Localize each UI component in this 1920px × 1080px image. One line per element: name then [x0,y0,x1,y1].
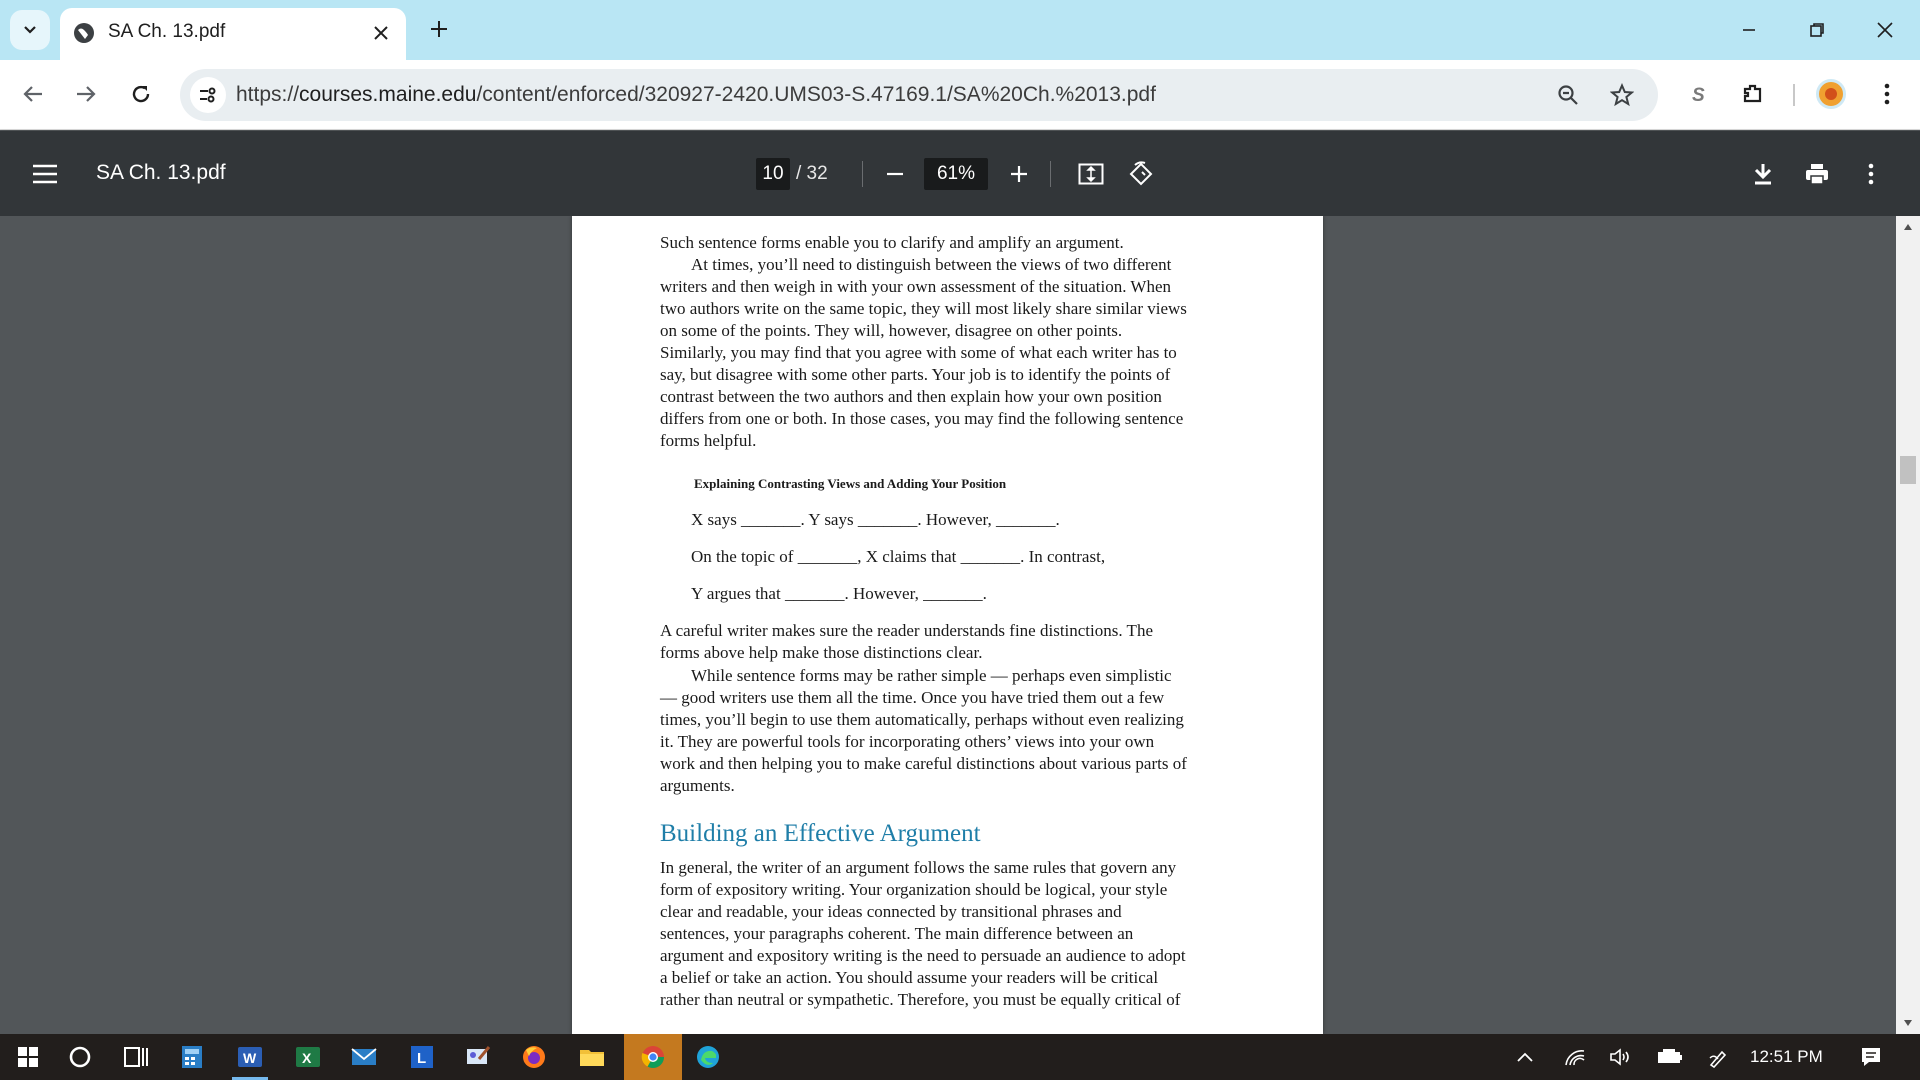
cortana-icon [68,1045,92,1069]
minimize-icon [1741,22,1757,38]
word-icon [237,1045,263,1069]
toolbar-separator [862,161,863,187]
toolbar-divider [1793,84,1795,106]
task-view-icon [123,1045,149,1069]
battery-icon [1657,1049,1683,1065]
toolbar-separator [1050,161,1051,187]
excel-app[interactable] [280,1034,336,1080]
volume-button[interactable] [1606,1042,1636,1072]
fit-page-icon [1078,163,1104,185]
text-line: say, but disagree with some other parts. Your job is to identify the points of [660,365,1171,384]
network-button[interactable] [1560,1042,1590,1072]
pdf-title: SA Ch. 13.pdf [96,161,226,184]
pdf-menu-button[interactable] [28,157,62,191]
text-line: In general, the writer of an argument follows the same rules that govern any [660,858,1177,877]
reload-icon [130,83,152,105]
notification-icon [1860,1046,1882,1068]
minimize-button[interactable] [1726,10,1772,50]
calculator-app[interactable] [164,1034,220,1080]
zoom-level-input[interactable]: 61% [924,158,988,190]
extension-s-button[interactable] [1677,73,1719,115]
taskbar-clock[interactable]: 12:51 PM [1750,1047,1823,1066]
windows-start-icon [17,1046,39,1068]
sentence-form: X says _______. Y says _______. However, _______. [691,510,1060,529]
chevron-up-icon [1517,1052,1533,1062]
rotate-icon [1128,161,1154,187]
zoom-out-icon [885,164,905,184]
text-line: sentences, your paragraphs coherent. The main difference between an [660,924,1134,943]
scroll-down-button[interactable] [1896,1012,1920,1034]
triangle-down-icon [1903,1019,1913,1027]
forward-arrow-icon [75,83,97,105]
box-heading: Explaining Contrasting Views and Adding Your Position [694,476,1007,491]
text-line: arguments. [660,776,735,795]
windows-taskbar [0,1034,1920,1080]
firefox-app[interactable] [506,1034,562,1080]
url-text[interactable] [236,83,1156,107]
star-icon [1610,83,1634,107]
browser-menu-button[interactable] [1866,73,1908,115]
text-line: two authors write on the same topic, they will most likely share similar views [660,299,1187,318]
svg-text:S: S [1692,85,1705,105]
kebab-menu-icon [1883,82,1891,106]
sentence-form: Y argues that _______. However, _______. [691,584,987,603]
site-info-icon [198,85,218,105]
plus-icon [430,20,448,38]
task-view-button[interactable] [108,1034,164,1080]
browser-tab[interactable] [60,8,406,60]
url-host: courses.maine.edu [299,83,477,106]
lockdown-letter: L [417,1050,427,1067]
text-line: contrast between the two authors and then explain how your own position [660,387,1162,406]
tab-strip [0,0,1920,60]
text-line: form of expository writing. Your organization should be logical, your style [660,880,1168,899]
text-line: clear and readable, your ideas connected by transitional phrases and [660,902,1122,921]
page-total: / 32 [796,163,828,184]
print-icon [1804,162,1830,186]
lockdown-app[interactable] [394,1034,450,1080]
text-line: argument and expository writing is the need to persuade an audience to adopt [660,946,1186,965]
restore-button[interactable] [1794,10,1840,50]
sentence-form: On the topic of _______, X claims that _______. In contrast, [691,547,1106,566]
action-center-button[interactable] [1856,1042,1886,1072]
text-line: forms above help make those distinctions clear. [660,643,983,662]
zoom-icon [1556,83,1580,107]
forward-button[interactable] [65,73,107,115]
zoom-out-button[interactable] [878,157,912,191]
text-line: Similarly, you may find that you agree with some of what each writer has to [660,343,1177,362]
word-letter: W [243,1050,257,1066]
extensions-puzzle-icon [1741,82,1765,106]
profile-avatar[interactable] [1816,79,1846,109]
word-app[interactable] [222,1034,278,1080]
speaker-icon [1609,1047,1633,1067]
mail-icon [351,1047,377,1067]
browser-toolbar [0,60,1920,130]
start-button[interactable] [0,1034,56,1080]
download-icon [1752,162,1774,186]
pen-icon [1708,1046,1730,1068]
page-zoom-button[interactable] [1550,77,1586,113]
text-line: writers and then weigh in with your own assessment of the situation. When [660,277,1172,296]
text-line: work and then helping you to make careful distinctions about various parts of [660,754,1187,773]
paint-icon [465,1045,491,1069]
wifi-icon [1564,1047,1586,1067]
hamburger-menu-icon [32,164,58,184]
text-line: A careful writer makes sure the reader understands fine distinctions. The [660,621,1153,640]
text-line: rather than neutral or sympathetic. Therefore, you must be equally critical of [660,990,1181,1009]
download-button[interactable] [1746,157,1780,191]
text-line: — good writers use them all the time. Once you have tried them out a few [660,688,1165,707]
lockdown-l-icon [410,1045,434,1069]
paint-app[interactable] [450,1034,506,1080]
site-info-button[interactable] [190,77,226,113]
rotate-button[interactable] [1124,157,1158,191]
calculator-icon [181,1045,203,1069]
edge-app[interactable] [680,1034,736,1080]
url-prefix: https:// [236,83,300,106]
edge-icon [695,1044,721,1070]
cortana-button[interactable] [52,1034,108,1080]
excel-letter: X [302,1050,312,1066]
text-line: forms helpful. [660,431,757,450]
battery-button[interactable] [1654,1042,1686,1072]
show-hidden-icons-button[interactable] [1510,1042,1540,1072]
pdf-toolbar [0,131,1920,216]
excel-icon [295,1045,321,1069]
mail-app[interactable] [336,1034,392,1080]
text-line: Such sentence forms enable you to clarify and amplify an argument. [660,233,1124,252]
print-button[interactable] [1800,157,1834,191]
text-line: a belief or take an action. You should assume your readers will be critical [660,968,1159,987]
text-line: differs from one or both. In those cases, you may find the following sentence [660,409,1184,428]
url-path: /content/enforced/320927-2420.UMS03-S.47169.1/SA%20Ch.%2013.pdf [476,83,1156,106]
text-line: times, you’ll begin to use them automatically, perhaps without even realizing [660,710,1184,729]
file-explorer-app[interactable] [564,1034,620,1080]
tab-close-button[interactable] [366,18,396,48]
zoom-in-button[interactable] [1002,157,1036,191]
section-heading: Building an Effective Argument [660,820,981,847]
more-icon [1867,163,1875,185]
pdf-viewport[interactable] [0,216,1920,1034]
scroll-up-button[interactable] [1896,216,1920,238]
triangle-up-icon [1903,223,1913,231]
zoom-in-icon [1009,164,1029,184]
chrome-app[interactable] [624,1034,682,1080]
back-button[interactable] [12,73,54,115]
restore-icon [1809,22,1825,38]
window-close-icon [1877,22,1893,38]
pdf-more-button[interactable] [1854,157,1888,191]
tab-title: SA Ch. 13.pdf [108,21,226,42]
reload-button[interactable] [120,73,162,115]
fit-page-button[interactable] [1074,157,1108,191]
firefox-icon [521,1044,547,1070]
text-line: on some of the points. They will, however, disagree on other points. [660,321,1123,340]
bookmark-button[interactable] [1604,77,1640,113]
extensions-button[interactable] [1732,73,1774,115]
close-icon [374,26,388,40]
tab-search-icon [22,22,38,38]
window-close-button[interactable] [1862,10,1908,50]
tab-search-button[interactable] [10,10,50,50]
scroll-thumb[interactable] [1900,456,1916,484]
text-line: While sentence forms may be rather simple — perhaps even simplistic [691,666,1172,685]
file-explorer-icon [579,1046,605,1068]
page-number-input[interactable]: 10 [756,158,790,190]
new-tab-button[interactable] [422,12,456,46]
pen-workspace-button[interactable] [1704,1042,1734,1072]
chrome-icon [640,1044,666,1070]
text-line: At times, you’ll need to distinguish between the views of two different [691,255,1172,274]
globe-icon [72,21,96,45]
pdf-page [572,216,1323,1034]
address-bar[interactable] [180,69,1658,121]
vertical-scrollbar[interactable] [1896,216,1920,1034]
extension-s-icon [1687,83,1709,105]
back-arrow-icon [22,83,44,105]
text-line: it. They are powerful tools for incorporating others’ views into your own [660,732,1155,751]
